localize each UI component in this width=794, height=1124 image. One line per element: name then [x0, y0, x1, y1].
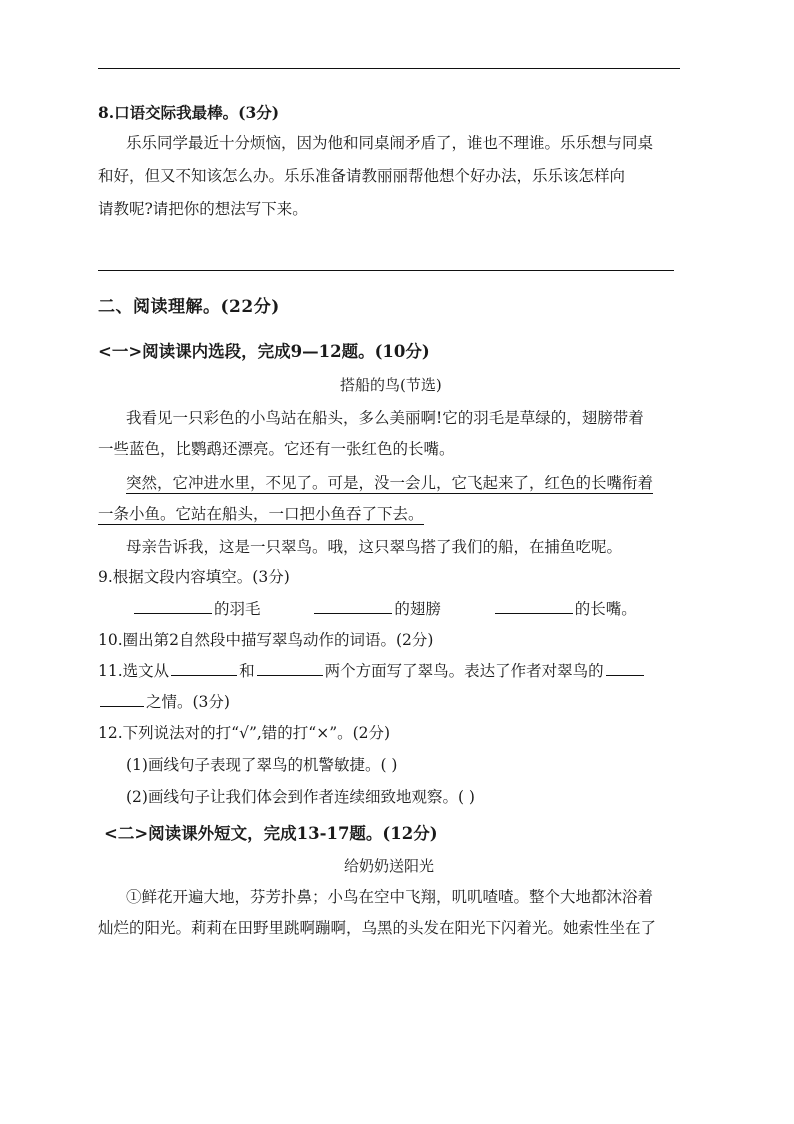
q9-blank-3[interactable]	[495, 599, 573, 614]
underlined-sentence-1: 突然，它冲进水里，不见了。可是，没一会儿，它飞起来了，红色的长嘴衔着	[126, 474, 654, 492]
q9-title: 9.根据文段内容填空。(3分)	[98, 568, 290, 586]
part2-line-2: 灿烂的阳光。莉莉在田野里跳啊蹦啊，乌黑的头发在阳光下闪着光。她索性坐在了	[98, 919, 657, 937]
q11-blank-3-cont[interactable]	[100, 692, 144, 707]
part2-heading: <二>阅读课外短文，完成13-17题。(12分)	[104, 824, 438, 843]
q9-blank-1[interactable]	[134, 599, 212, 614]
q8-line-1: 乐乐同学最近十分烦恼，因为他和同桌闹矛盾了，谁也不理谁。乐乐想与同桌	[126, 134, 654, 152]
q11-seg-3: 两个方面写了翠鸟。表达了作者对翠鸟的	[324, 662, 604, 680]
part2-line-1: ①鲜花开遍大地，芬芳扑鼻；小鸟在空中飞翔，叽叽喳喳。整个大地都沐浴着	[126, 888, 654, 906]
q9-label-2: 的翅膀	[394, 600, 441, 618]
q11-line-2	[98, 690, 230, 712]
part2-passage-title: 给奶奶送阳光	[344, 857, 435, 875]
q8-line-2: 和好，但又不知该怎么办。乐乐准备请教丽丽帮他想个好办法，乐乐该怎样向	[98, 167, 626, 185]
underlined-sentence-2: 一条小鱼。它站在船头，一口把小鱼吞了下去。	[98, 505, 424, 523]
q11-seg-1: 11.选文从	[98, 662, 170, 680]
q12-item-1: (1)画线句子表现了翠鸟的机警敏捷。( )	[126, 756, 398, 774]
q11-line-1	[98, 659, 646, 681]
q11-seg-2: 和	[239, 662, 255, 680]
q11-blank-1[interactable]	[171, 661, 237, 676]
part1-p2-line-1	[126, 471, 653, 493]
q8-line-3: 请教呢?请把你的想法写下来。	[98, 200, 308, 218]
q8-title: 8.口语交际我最棒。(3分)	[98, 103, 280, 122]
q9-blank-2[interactable]	[314, 599, 392, 614]
q10: 10.圈出第2自然段中描写翠鸟动作的词语。(2分)	[98, 631, 434, 649]
q12-title: 12.下列说法对的打“√”,错的打“×”。(2分)	[98, 724, 391, 742]
q11-blank-3[interactable]	[606, 661, 644, 676]
q8-answer-line[interactable]	[98, 270, 674, 271]
part1-p1-line-1: 我看见一只彩色的小鸟站在船头，多么美丽啊!它的羽毛是草绿的，翅膀带着	[126, 409, 644, 427]
q12-item-2: (2)画线句子让我们体会到作者连续细致地观察。( )	[126, 788, 475, 806]
q9-blanks	[132, 597, 637, 619]
q9-label-3: 的长嘴。	[574, 600, 637, 618]
top-answer-line	[98, 68, 680, 69]
part1-heading: <一>阅读课内选段，完成9—12题。(10分)	[98, 342, 430, 361]
q9-label-1: 的羽毛	[214, 600, 261, 618]
q11-blank-2[interactable]	[257, 661, 323, 676]
part1-passage-title: 搭船的鸟(节选)	[340, 376, 442, 394]
part1-p1-line-2: 一些蓝色，比鹦鹉还漂亮。它还有一张红色的长嘴。	[98, 440, 455, 458]
part1-p2-line-2	[98, 502, 424, 524]
q11-seg-4: 之情。(3分)	[146, 693, 230, 711]
section2-heading: 二、阅读理解。(22分)	[98, 297, 280, 317]
part1-p3: 母亲告诉我，这是一只翠鸟。哦，这只翠鸟搭了我们的船，在捕鱼吃呢。	[126, 538, 623, 556]
